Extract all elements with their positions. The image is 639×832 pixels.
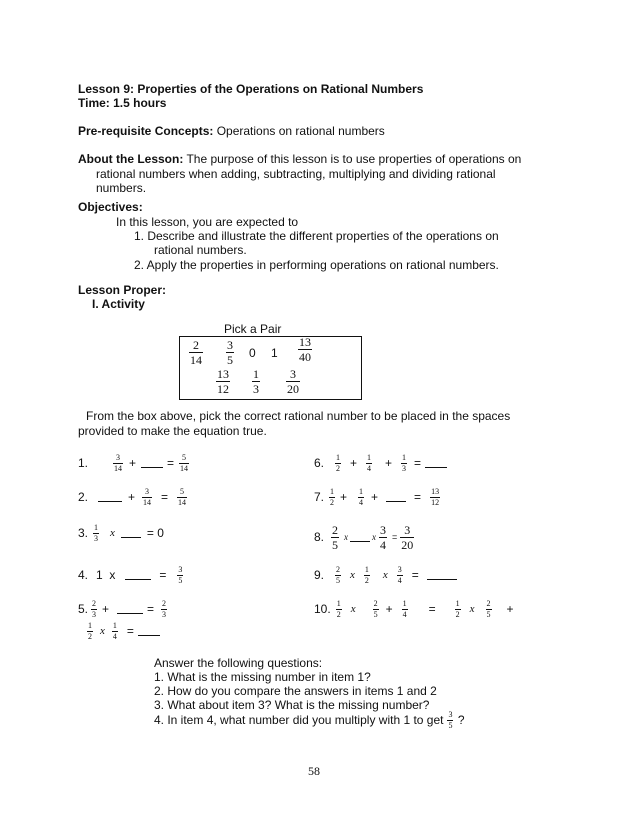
fraction: $\frac{1}{4}$ bbox=[112, 620, 117, 641]
page-number: 58 bbox=[308, 764, 320, 778]
fraction: $\frac{1}{4}$ bbox=[402, 598, 407, 619]
answer-blank[interactable] bbox=[141, 458, 163, 468]
fraction: $\frac{3}{14}$ bbox=[143, 486, 152, 507]
fraction: $\frac{3}{5}$ bbox=[178, 564, 183, 585]
pair-one: 1 bbox=[271, 346, 278, 360]
fraction: $\frac{1}{4}$ bbox=[359, 486, 364, 507]
pick-a-pair-box bbox=[179, 336, 362, 400]
pick-a-pair-title: Pick a Pair bbox=[224, 322, 282, 336]
about-text-2: rational numbers when adding, subtracting, multiplying and dividing rational bbox=[96, 167, 496, 181]
answer-blank[interactable] bbox=[425, 458, 447, 468]
fraction: $\frac{2}{5}$ bbox=[373, 598, 378, 619]
item-9: 9. $\frac{2}{5}$ x $\frac{1}{2}$ x $\frac{3}{4}$ = bbox=[314, 564, 457, 586]
fraction: $\frac{2}{3}$ bbox=[162, 598, 167, 619]
pair-zero: 0 bbox=[249, 346, 256, 360]
lesson-time: Time: 1.5 hours bbox=[78, 96, 167, 110]
question-1: 1. What is the missing number in item 1? bbox=[154, 670, 371, 684]
answer-blank[interactable] bbox=[121, 528, 141, 538]
item-7: 7. $\frac{1}{2}$ + $\frac{1}{4}$ + = $\frac{13}{12}$ bbox=[314, 486, 440, 507]
fraction: $\frac{3}{5}$ bbox=[448, 709, 453, 730]
item-10: 10. $\frac{1}{2}$ x $\frac{2}{5}$ + $\frac{1}{4}$ = $\frac{1}{2}$ x $\frac{2}{5}$ + bbox=[314, 598, 514, 619]
item-3: 3. $\frac{1}{3}$ x = 0 bbox=[78, 522, 164, 543]
item-2: 2. + $\frac{3}{14}$ = $\frac{5}{14}$ bbox=[78, 486, 187, 507]
about-label: About the Lesson: bbox=[78, 152, 184, 166]
lesson-title: Lesson 9: Properties of the Operations on Rational Numbers bbox=[78, 82, 424, 96]
about-text-1: The purpose of this lesson is to use properties of operations on bbox=[183, 152, 522, 166]
prerequisite-line bbox=[78, 124, 385, 138]
answer-blank[interactable] bbox=[98, 492, 122, 502]
question-3: 3. What about item 3? What is the missing number? bbox=[154, 698, 430, 712]
activity-heading: I. Activity bbox=[92, 297, 145, 311]
question-2: 2. How do you compare the answers in items 1 and 2 bbox=[154, 684, 437, 698]
fraction: $\frac{2}{5}$ bbox=[336, 564, 341, 585]
question-4: 4. In item 4, what number did you multiply with 1 to get $\frac{3}{5}$ ? bbox=[154, 709, 465, 730]
fraction: $\frac{1}{4}$ bbox=[367, 452, 372, 473]
about-text-3: numbers. bbox=[96, 181, 147, 195]
fraction: $\frac{1}{2}$ bbox=[455, 598, 460, 619]
pair-fraction: $\frac{3}{20}$ bbox=[287, 367, 299, 396]
objective-1b: rational numbers. bbox=[154, 243, 247, 257]
prereq-text: Operations on rational numbers bbox=[213, 124, 385, 138]
answer-blank[interactable] bbox=[386, 492, 406, 502]
objective-2: 2. Apply the properties in performing operations on rational numbers. bbox=[134, 258, 499, 272]
item-6: 6. $\frac{1}{2}$ + $\frac{1}{4}$ + $\frac{1}{3}$ = bbox=[314, 452, 447, 474]
about-line-1 bbox=[78, 152, 521, 166]
pair-fraction: $\frac{2}{14}$ bbox=[190, 338, 202, 367]
pair-fraction: $\frac{1}{3}$ bbox=[253, 367, 259, 396]
answer-blank[interactable] bbox=[117, 604, 143, 614]
fraction: $\frac{5}{14}$ bbox=[178, 486, 187, 507]
answer-blank[interactable] bbox=[125, 570, 151, 580]
answer-blank[interactable] bbox=[350, 532, 370, 542]
item-5: 5. $\frac{2}{3}$ + = $\frac{2}{3}$ bbox=[78, 598, 167, 619]
fraction: $\frac{1}{3}$ bbox=[94, 522, 99, 543]
instruction-line-1: From the box above, pick the correct rational number to be placed in the spaces bbox=[86, 409, 511, 423]
fraction: $\frac{3}{14}$ bbox=[114, 452, 123, 473]
fraction: $\frac{2}{3}$ bbox=[92, 598, 97, 619]
fraction: $\frac{1}{2}$ bbox=[88, 620, 92, 641]
item-4: 4. 1 x = $\frac{3}{5}$ bbox=[78, 564, 183, 585]
instruction-line-2: provided to make the equation true. bbox=[78, 424, 267, 438]
fraction: $\frac{5}{14}$ bbox=[180, 452, 189, 473]
fraction: $\frac{1}{2}$ bbox=[364, 564, 369, 585]
objective-1a: 1. Describe and illustrate the different properties of the operations on bbox=[134, 229, 499, 243]
fraction: $\frac{2}{5}$ bbox=[332, 522, 339, 552]
fraction: $\frac{1}{3}$ bbox=[402, 452, 407, 473]
fraction: $\frac{1}{2}$ bbox=[330, 486, 335, 507]
fraction: $\frac{13}{12}$ bbox=[431, 486, 440, 507]
questions-heading: Answer the following questions: bbox=[154, 656, 323, 670]
fraction: $\frac{3}{4}$ bbox=[397, 564, 402, 585]
objectives-heading: Objectives: bbox=[78, 200, 143, 214]
fraction: $\frac{1}{2}$ bbox=[336, 452, 341, 473]
pair-fraction: $\frac{13}{12}$ bbox=[217, 367, 229, 396]
answer-blank[interactable] bbox=[138, 626, 160, 636]
pair-fraction: $\frac{13}{40}$ bbox=[299, 335, 311, 364]
item-8: 8. $\frac{2}{5}$ x x $\frac{3}{4}$ = $\frac{3}{20}$ bbox=[314, 522, 414, 552]
answer-blank[interactable] bbox=[427, 570, 457, 580]
item-5-continued: $\frac{1}{2}$ x $\frac{1}{4}$ = bbox=[86, 620, 160, 642]
prereq-label: Pre-requisite Concepts: bbox=[78, 124, 214, 138]
item-1: 1. $\frac{3}{14}$ + = $\frac{5}{14}$ bbox=[78, 452, 189, 473]
lesson-proper-heading: Lesson Proper: bbox=[78, 283, 167, 297]
fraction: $\frac{3}{4}$ bbox=[380, 522, 387, 552]
fraction: $\frac{1}{2}$ bbox=[336, 598, 341, 619]
pair-fraction: $\frac{3}{5}$ bbox=[227, 338, 233, 367]
objectives-intro: In this lesson, you are expected to bbox=[116, 215, 299, 229]
fraction: $\frac{2}{5}$ bbox=[486, 598, 491, 619]
fraction: $\frac{3}{20}$ bbox=[401, 522, 414, 552]
